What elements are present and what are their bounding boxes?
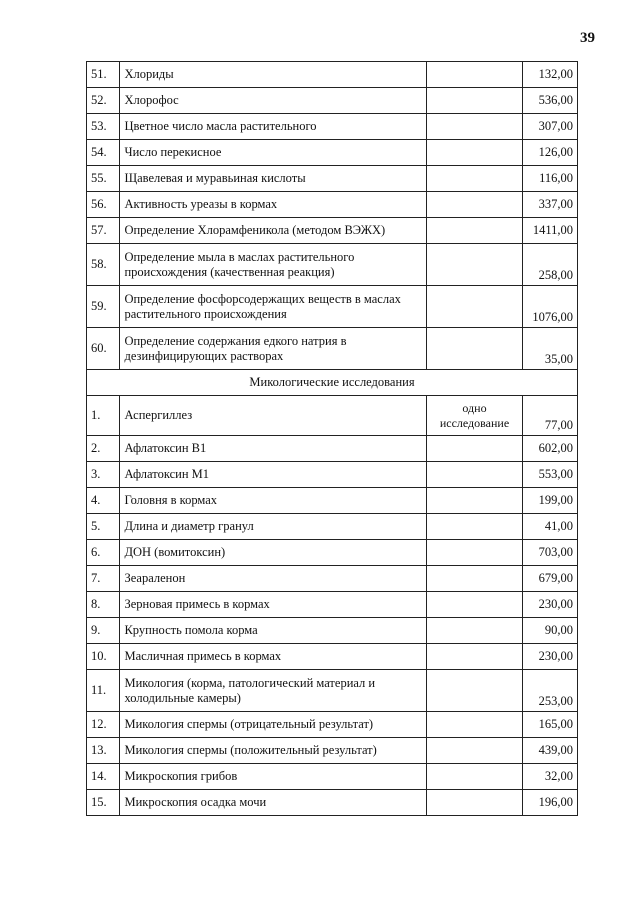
- price-cell: 1076,00: [523, 286, 578, 328]
- table-row: [87, 88, 578, 114]
- analysis-name-cell: Зеараленон: [120, 566, 426, 592]
- table-row: [87, 140, 578, 166]
- price-cell: 165,00: [523, 712, 578, 738]
- table-row: [87, 488, 578, 514]
- analysis-name-cell: Длина и диаметр гранул: [120, 514, 426, 540]
- row-number-cell: 11.: [87, 670, 120, 712]
- page-number: 39: [580, 30, 595, 46]
- row-number-cell: 51.: [87, 62, 120, 88]
- row-number-cell: 14.: [87, 764, 120, 790]
- price-cell: 196,00: [523, 790, 578, 816]
- table-row: [87, 540, 578, 566]
- price-cell: 536,00: [523, 88, 578, 114]
- price-cell: 77,00: [523, 396, 578, 436]
- table-row: [87, 396, 578, 436]
- unit-cell: [426, 244, 522, 286]
- price-cell: 132,00: [523, 62, 578, 88]
- table-row: [87, 566, 578, 592]
- row-number-cell: 54.: [87, 140, 120, 166]
- unit-cell: [426, 218, 522, 244]
- unit-cell: [426, 286, 522, 328]
- analysis-name-cell: Микроскопия осадка мочи: [120, 790, 426, 816]
- unit-cell: [426, 114, 522, 140]
- table-row: [87, 592, 578, 618]
- price-cell: 258,00: [523, 244, 578, 286]
- unit-cell: [426, 540, 522, 566]
- row-number-cell: 57.: [87, 218, 120, 244]
- table-row: [87, 328, 578, 370]
- price-cell: 1411,00: [523, 218, 578, 244]
- table-row: [87, 514, 578, 540]
- row-number-cell: 13.: [87, 738, 120, 764]
- analysis-name-cell: ДОН (вомитоксин): [120, 540, 426, 566]
- section-header-row: [87, 370, 578, 396]
- section-title: Микологические исследования: [87, 370, 578, 396]
- row-number-cell: 58.: [87, 244, 120, 286]
- unit-cell: [426, 644, 522, 670]
- table-row: [87, 436, 578, 462]
- analysis-name-cell: Определение содержания едкого натрия в дезинфицирующих растворах: [120, 328, 426, 370]
- analysis-name-cell: Активность уреазы в кормах: [120, 192, 426, 218]
- unit-cell: [426, 166, 522, 192]
- row-number-cell: 1.: [87, 396, 120, 436]
- price-cell: 230,00: [523, 644, 578, 670]
- price-table: [86, 61, 578, 816]
- unit-cell: одно исследование: [426, 396, 522, 436]
- table-row: [87, 166, 578, 192]
- price-cell: 553,00: [523, 462, 578, 488]
- analysis-name-cell: Микология (корма, патологический материал и холодильные камеры): [120, 670, 426, 712]
- table-row: [87, 712, 578, 738]
- price-cell: 253,00: [523, 670, 578, 712]
- price-cell: 230,00: [523, 592, 578, 618]
- analysis-name-cell: Микроскопия грибов: [120, 764, 426, 790]
- price-cell: 199,00: [523, 488, 578, 514]
- unit-cell: [426, 436, 522, 462]
- table-row: [87, 286, 578, 328]
- row-number-cell: 12.: [87, 712, 120, 738]
- unit-cell: [426, 140, 522, 166]
- price-cell: 703,00: [523, 540, 578, 566]
- unit-cell: [426, 738, 522, 764]
- row-number-cell: 2.: [87, 436, 120, 462]
- table-row: [87, 244, 578, 286]
- unit-cell: [426, 618, 522, 644]
- price-table-body: [87, 62, 578, 816]
- unit-cell: [426, 514, 522, 540]
- table-row: [87, 618, 578, 644]
- row-number-cell: 8.: [87, 592, 120, 618]
- price-cell: 35,00: [523, 328, 578, 370]
- row-number-cell: 9.: [87, 618, 120, 644]
- price-cell: 337,00: [523, 192, 578, 218]
- analysis-name-cell: Цветное число масла растительного: [120, 114, 426, 140]
- analysis-name-cell: Масличная примесь в кормах: [120, 644, 426, 670]
- price-cell: 90,00: [523, 618, 578, 644]
- price-cell: 307,00: [523, 114, 578, 140]
- analysis-name-cell: Аспергиллез: [120, 396, 426, 436]
- analysis-name-cell: Микология спермы (отрицательный результат): [120, 712, 426, 738]
- row-number-cell: 53.: [87, 114, 120, 140]
- price-cell: 116,00: [523, 166, 578, 192]
- row-number-cell: 6.: [87, 540, 120, 566]
- analysis-name-cell: Зерновая примесь в кормах: [120, 592, 426, 618]
- analysis-name-cell: Щавелевая и муравьиная кислоты: [120, 166, 426, 192]
- price-cell: 126,00: [523, 140, 578, 166]
- row-number-cell: 5.: [87, 514, 120, 540]
- unit-cell: [426, 488, 522, 514]
- row-number-cell: 56.: [87, 192, 120, 218]
- analysis-name-cell: Крупность помола корма: [120, 618, 426, 644]
- row-number-cell: 55.: [87, 166, 120, 192]
- table-row: [87, 790, 578, 816]
- unit-cell: [426, 88, 522, 114]
- analysis-name-cell: Определение Хлорамфеникола (методом ВЭЖХ): [120, 218, 426, 244]
- analysis-name-cell: Определение фосфорсодержащих веществ в маслах растительного происхождения: [120, 286, 426, 328]
- table-row: [87, 670, 578, 712]
- unit-cell: [426, 462, 522, 488]
- analysis-name-cell: Афлатоксин В1: [120, 436, 426, 462]
- unit-cell: [426, 670, 522, 712]
- analysis-name-cell: Головня в кормах: [120, 488, 426, 514]
- unit-cell: [426, 764, 522, 790]
- table-row: [87, 114, 578, 140]
- price-cell: 602,00: [523, 436, 578, 462]
- unit-cell: [426, 192, 522, 218]
- row-number-cell: 7.: [87, 566, 120, 592]
- row-number-cell: 10.: [87, 644, 120, 670]
- analysis-name-cell: Определение мыла в маслах растительного происхождения (качественная реакция): [120, 244, 426, 286]
- row-number-cell: 59.: [87, 286, 120, 328]
- row-number-cell: 52.: [87, 88, 120, 114]
- unit-cell: [426, 712, 522, 738]
- row-number-cell: 60.: [87, 328, 120, 370]
- price-cell: 32,00: [523, 764, 578, 790]
- table-row: [87, 218, 578, 244]
- unit-cell: [426, 566, 522, 592]
- analysis-name-cell: Хлориды: [120, 62, 426, 88]
- price-cell: 439,00: [523, 738, 578, 764]
- analysis-name-cell: Афлатоксин М1: [120, 462, 426, 488]
- table-row: [87, 764, 578, 790]
- unit-cell: [426, 592, 522, 618]
- row-number-cell: 4.: [87, 488, 120, 514]
- price-cell: 41,00: [523, 514, 578, 540]
- table-row: [87, 738, 578, 764]
- analysis-name-cell: Микология спермы (положительный результат): [120, 738, 426, 764]
- table-row: [87, 644, 578, 670]
- analysis-name-cell: Хлорофос: [120, 88, 426, 114]
- row-number-cell: 15.: [87, 790, 120, 816]
- price-cell: 679,00: [523, 566, 578, 592]
- unit-cell: [426, 62, 522, 88]
- table-row: [87, 192, 578, 218]
- analysis-name-cell: Число перекисное: [120, 140, 426, 166]
- row-number-cell: 3.: [87, 462, 120, 488]
- unit-cell: [426, 790, 522, 816]
- unit-cell: [426, 328, 522, 370]
- table-row: [87, 62, 578, 88]
- table-row: [87, 462, 578, 488]
